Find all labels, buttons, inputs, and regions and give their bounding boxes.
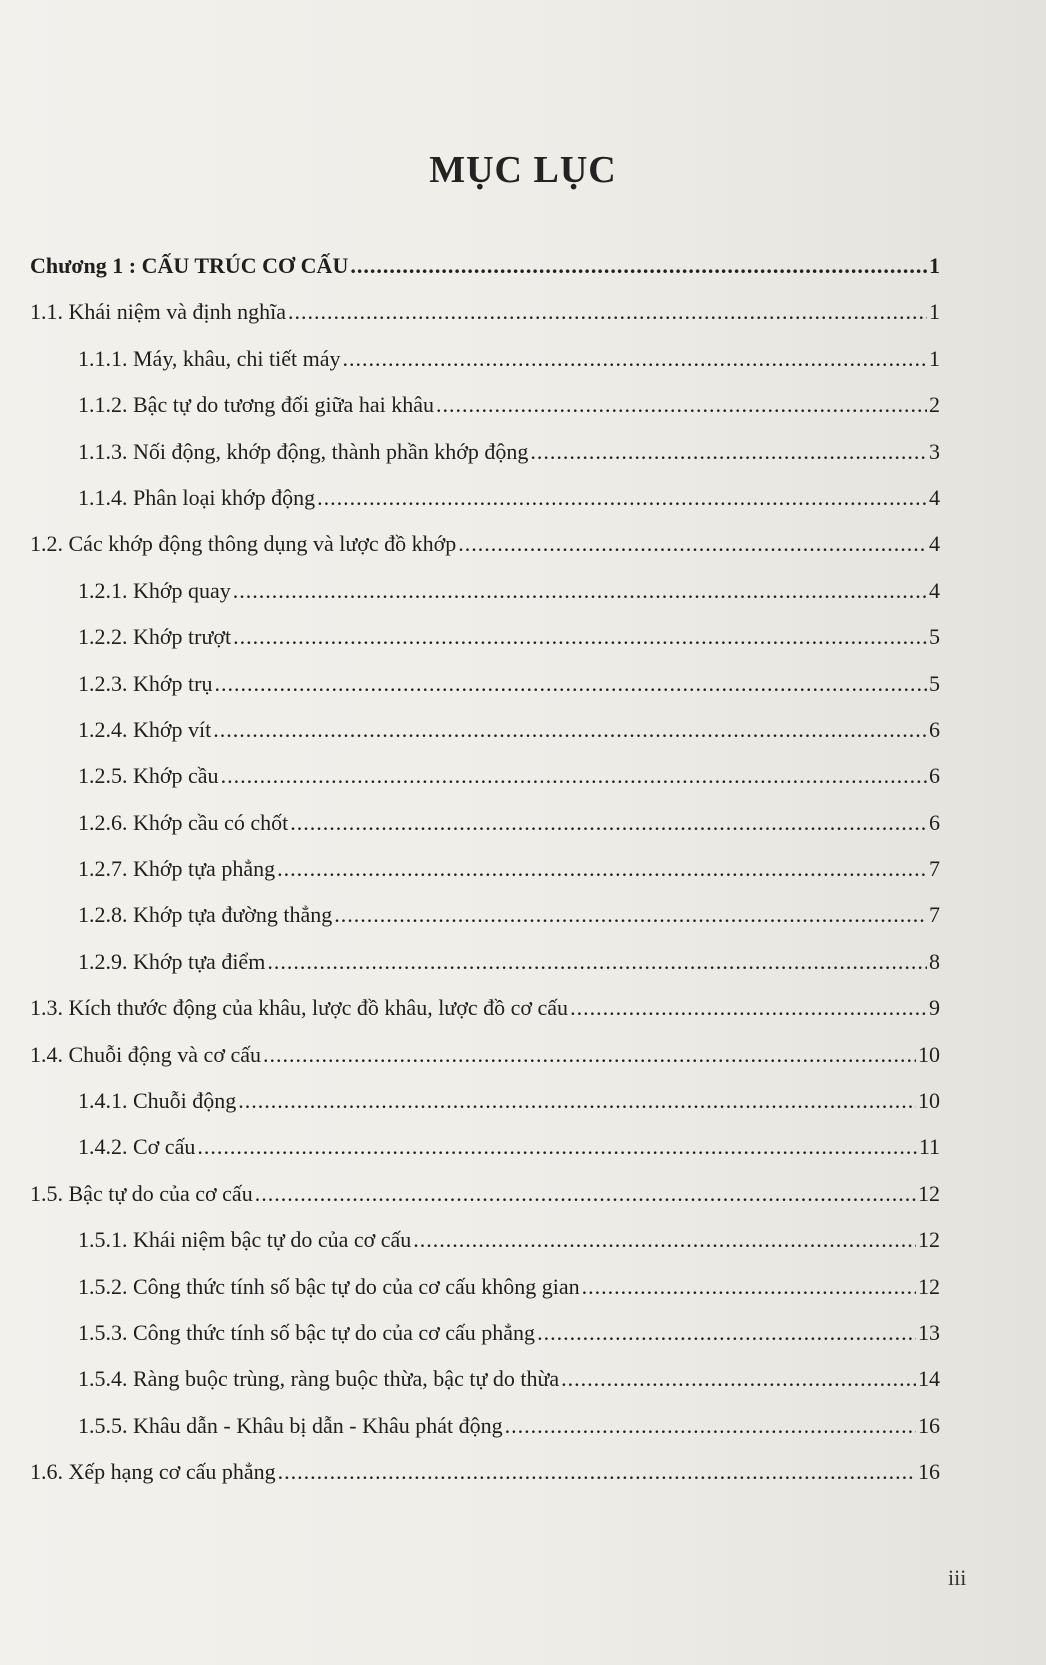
toc-entry	[30, 902, 940, 948]
toc-entry-label: 1.6. Xếp hạng cơ cấu phẳng	[30, 1459, 276, 1485]
toc-entry	[30, 578, 940, 624]
dot-leader	[255, 1181, 916, 1207]
toc-entry-label: 1.2.8. Khớp tựa đường thẳng	[78, 902, 333, 928]
toc-entry-label: 1.5.2. Công thức tính số bậc tự do của cơ cấu không gian	[78, 1273, 580, 1299]
toc-entry-page: 1	[929, 345, 940, 371]
toc-entry	[30, 1181, 940, 1227]
toc-entry-page: 9	[929, 995, 940, 1021]
toc-entry-label: 1.2.3. Khớp trụ	[78, 670, 213, 696]
toc-entry-label: 1.2. Các khớp động thông dụng và lược đồ khớp	[30, 531, 457, 557]
dot-leader	[221, 763, 927, 789]
toc-entry-label: 1.4.1. Chuỗi động	[78, 1088, 237, 1114]
toc-entry-label: 1.2.6. Khớp cầu có chốt	[78, 809, 289, 835]
toc-entry-label: 1.3. Kích thước động của khâu, lược đồ khâu, lược đồ cơ cấu	[30, 995, 569, 1021]
toc-entry-label: 1.5.3. Công thức tính số bậc tự do của cơ cấu phẳng	[78, 1319, 536, 1345]
table-of-contents	[30, 253, 940, 1506]
toc-entry-page: 6	[929, 763, 940, 789]
toc-entry-page: 16	[918, 1412, 940, 1438]
toc-entry	[30, 671, 940, 717]
toc-entry-label: 1.1. Khái niệm và định nghĩa	[30, 299, 287, 325]
dot-leader	[233, 624, 927, 650]
toc-entry	[30, 531, 940, 577]
toc-entry-page: 2	[929, 392, 940, 418]
dot-leader	[413, 1227, 916, 1253]
toc-entry	[30, 1088, 940, 1134]
dot-leader	[277, 856, 927, 882]
toc-entry-page: 10	[918, 1041, 940, 1067]
toc-entry-page: 4	[929, 577, 940, 603]
toc-entry-label: 1.2.2. Khớp trượt	[78, 624, 232, 650]
toc-entry-label: 1.2.1. Khớp quay	[78, 577, 231, 603]
toc-entry-label: 1.2.5. Khớp cầu	[78, 763, 219, 789]
dot-leader	[267, 949, 927, 975]
toc-entry	[30, 392, 940, 438]
toc-entry-label: 1.2.9. Khớp tựa điểm	[78, 948, 266, 974]
dot-leader	[582, 1274, 916, 1300]
toc-entry-page: 14	[918, 1366, 940, 1392]
dot-leader	[278, 1459, 916, 1485]
toc-entry	[30, 1413, 940, 1459]
dot-leader	[570, 995, 927, 1021]
toc-entry	[30, 717, 940, 763]
dot-leader	[530, 439, 927, 465]
toc-chapter-entry	[30, 253, 940, 299]
toc-entry-page: 7	[929, 856, 940, 882]
toc-entry-page: 12	[918, 1273, 940, 1299]
toc-entry	[30, 949, 940, 995]
toc-entry-page: 13	[918, 1319, 940, 1345]
toc-entry-page: 12	[918, 1227, 940, 1253]
dot-leader	[561, 1366, 916, 1392]
toc-entry-page: 1	[929, 253, 940, 278]
toc-entry-label: 1.1.3. Nối động, khớp động, thành phần khớp động	[78, 438, 529, 464]
toc-entry-page: 6	[929, 809, 940, 835]
dot-leader	[334, 902, 927, 928]
toc-entry-label: 1.1.2. Bậc tự do tương đối giữa hai khâu	[78, 392, 434, 418]
dot-leader	[233, 578, 927, 604]
toc-entry-page: 8	[929, 948, 940, 974]
dot-leader	[197, 1134, 916, 1160]
dot-leader	[214, 671, 927, 697]
toc-entry-label: 1.5.1. Khái niệm bậc tự do của cơ cấu	[78, 1227, 412, 1253]
toc-entry-label: 1.1.4. Phân loại khớp động	[78, 484, 316, 510]
toc-entry-page: 11	[918, 1134, 940, 1160]
toc-entry	[30, 1274, 940, 1320]
toc-entry-label: 1.5. Bậc tự do của cơ cấu	[30, 1180, 253, 1206]
toc-entry	[30, 624, 940, 670]
toc-entry-label: 1.4.2. Cơ cấu	[78, 1134, 196, 1160]
dot-leader	[238, 1088, 916, 1114]
toc-entry	[30, 763, 940, 809]
page-number: iii	[948, 1565, 967, 1590]
toc-entry-page: 5	[929, 670, 940, 696]
toc-entry-label: 1.2.4. Khớp vít	[78, 716, 212, 742]
toc-entry	[30, 439, 940, 485]
toc-entry-page: 4	[929, 484, 940, 510]
dot-leader	[317, 485, 927, 511]
toc-entry-page: 16	[918, 1459, 940, 1485]
toc-entry	[30, 1320, 940, 1366]
toc-entry	[30, 1459, 940, 1505]
toc-entry-page: 4	[929, 531, 940, 557]
page-title: MỤC LỤC	[429, 149, 617, 191]
toc-entry-page: 1	[929, 299, 940, 325]
toc-entry	[30, 1227, 940, 1273]
toc-entry	[30, 856, 940, 902]
toc-entry	[30, 1366, 940, 1412]
toc-entry	[30, 485, 940, 531]
toc-entry-label: 1.4. Chuỗi động và cơ cấu	[30, 1041, 261, 1067]
dot-leader	[290, 810, 927, 836]
toc-entry	[30, 299, 940, 345]
toc-entry-page: 5	[929, 624, 940, 650]
dot-leader	[505, 1413, 916, 1439]
toc-entry-label: 1.5.4. Ràng buộc trùng, ràng buộc thừa, bậc tự do thừa	[78, 1366, 560, 1392]
toc-entry-page: 6	[929, 716, 940, 742]
dot-leader	[350, 253, 927, 279]
toc-entry-label: 1.1.1. Máy, khâu, chi tiết máy	[78, 345, 341, 371]
dot-leader	[458, 531, 927, 557]
dot-leader	[263, 1042, 916, 1068]
toc-entry	[30, 810, 940, 856]
toc-entry	[30, 995, 940, 1041]
toc-entry-label: 1.5.5. Khâu dẫn - Khâu bị dẫn - Khâu phát động	[78, 1412, 503, 1438]
dot-leader	[537, 1320, 916, 1346]
dot-leader	[213, 717, 927, 743]
toc-entry	[30, 346, 940, 392]
toc-entry	[30, 1042, 940, 1088]
dot-leader	[288, 299, 927, 325]
toc-entry	[30, 1134, 940, 1180]
toc-entry-label: 1.2.7. Khớp tựa phẳng	[78, 856, 276, 882]
toc-entry-page: 7	[929, 902, 940, 928]
dot-leader	[343, 346, 927, 372]
toc-entry-page: 12	[918, 1180, 940, 1206]
toc-entry-label: Chương 1 : CẤU TRÚC CƠ CẤU	[30, 253, 349, 278]
toc-entry-page: 10	[918, 1088, 940, 1114]
dot-leader	[436, 392, 927, 418]
toc-entry-page: 3	[929, 438, 940, 464]
